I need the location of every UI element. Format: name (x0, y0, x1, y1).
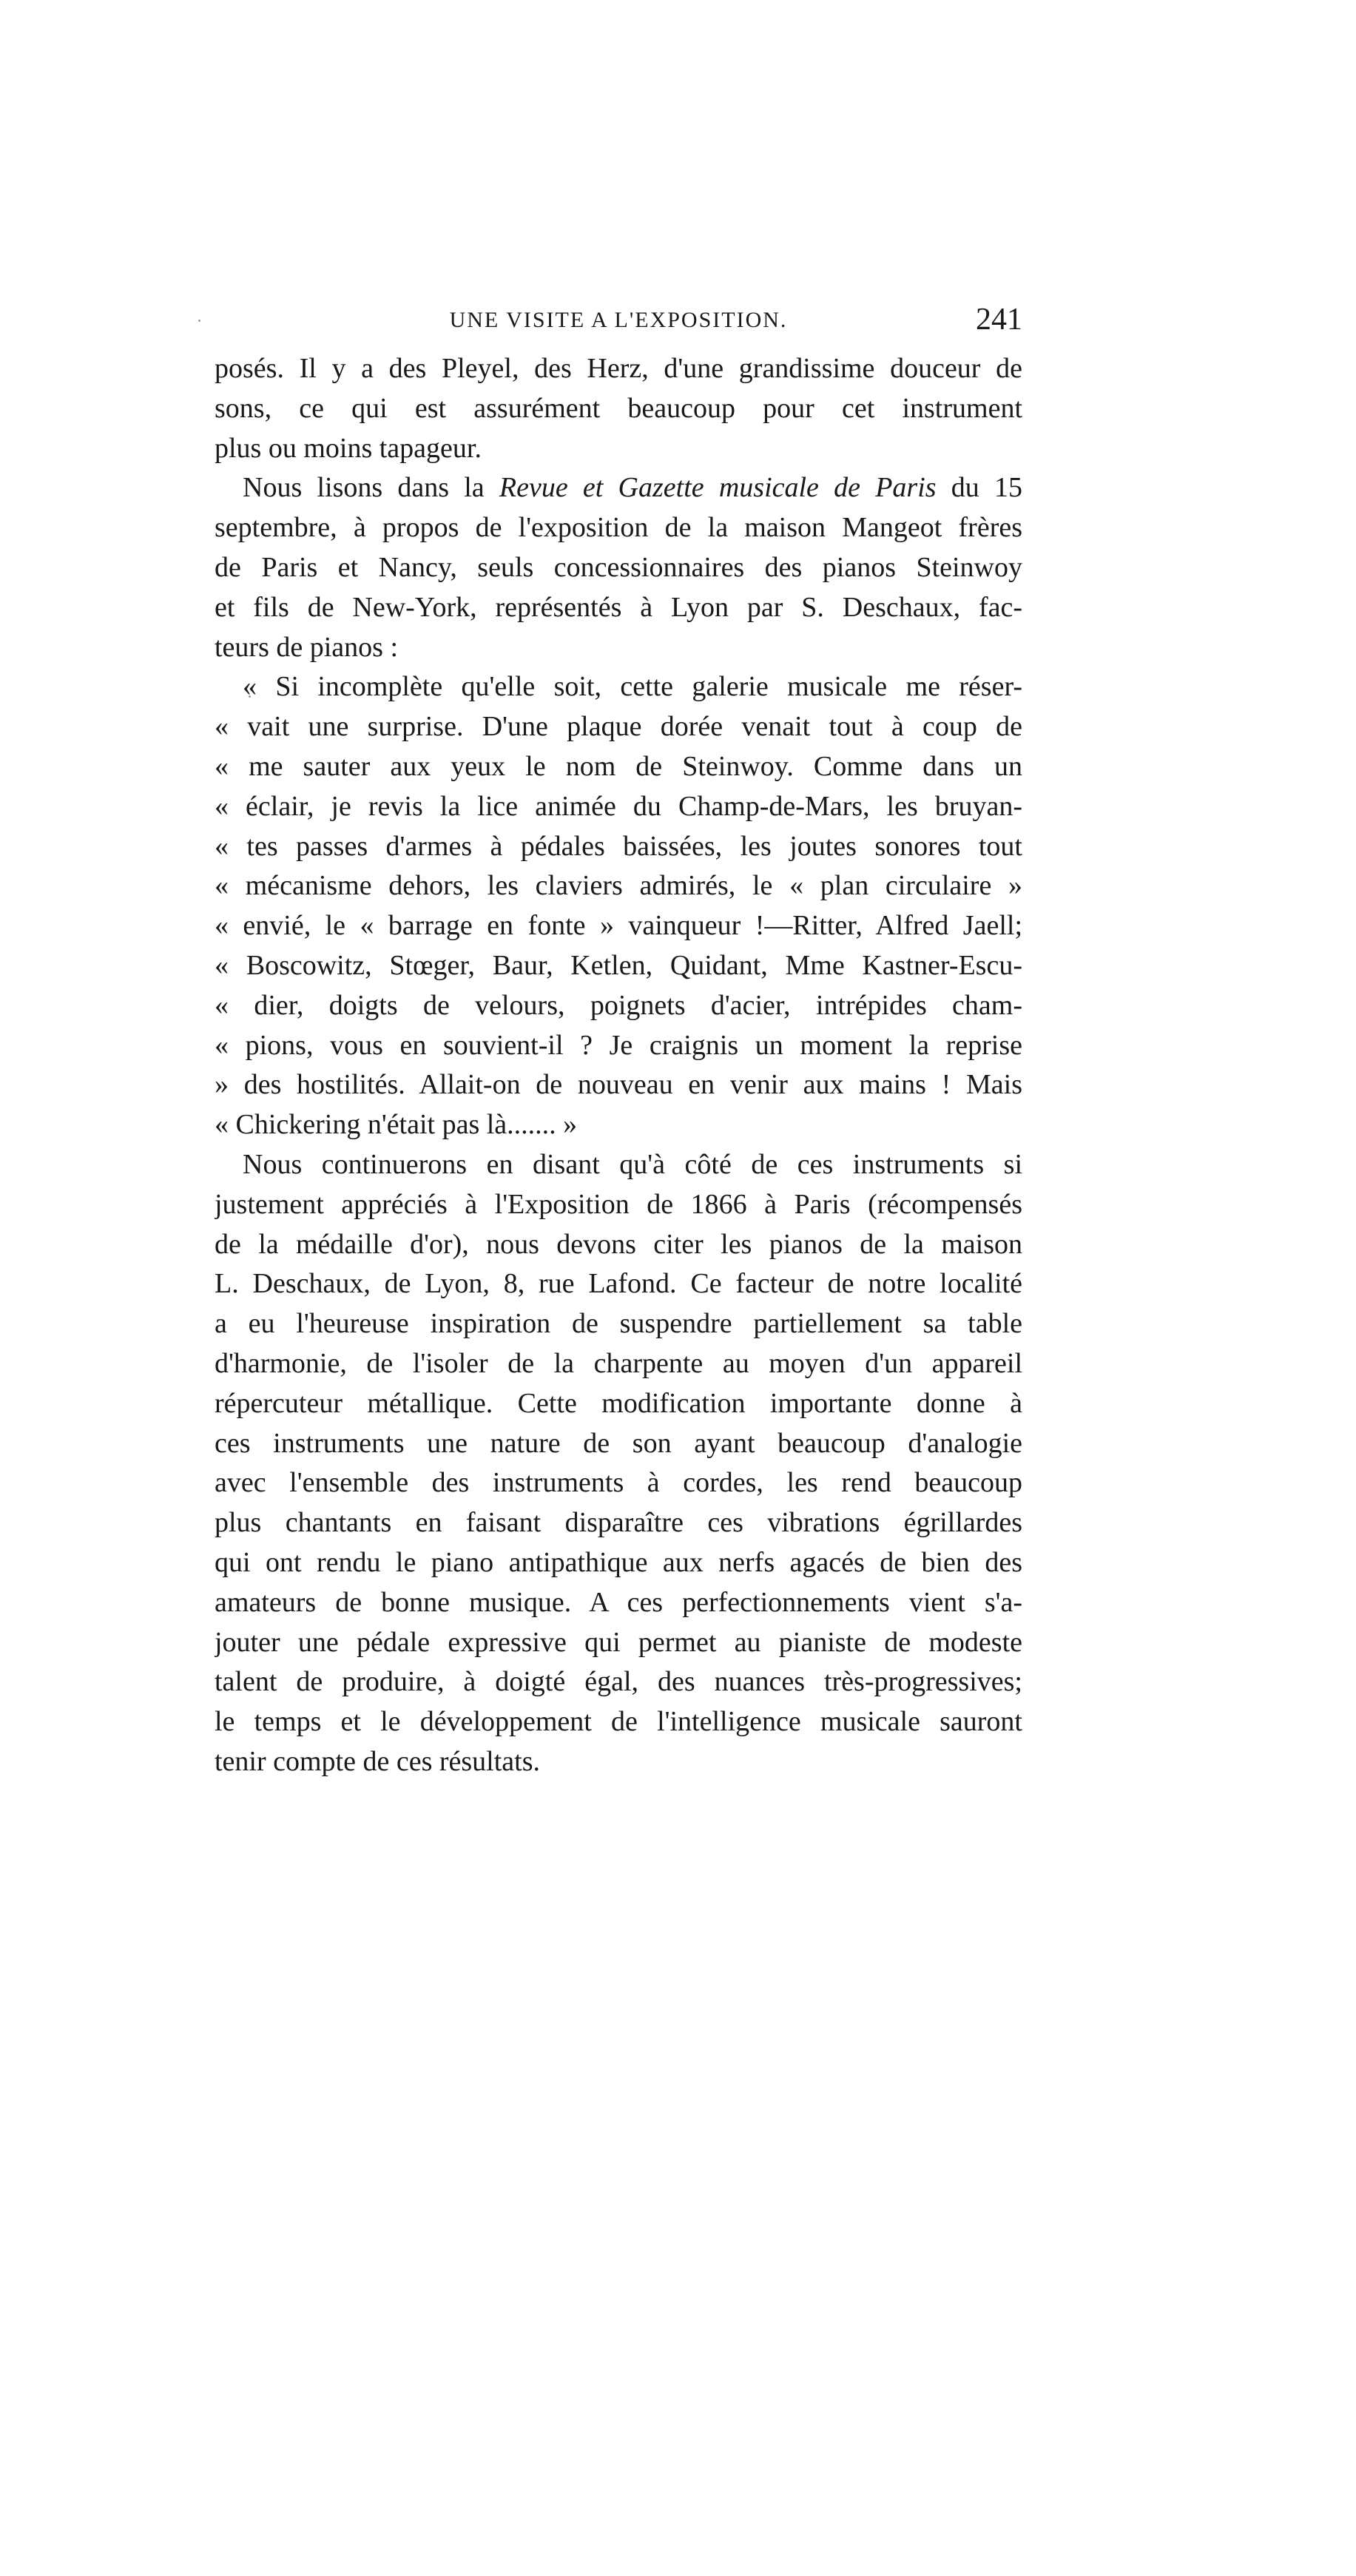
quote-line: « vait une surprise. D'une plaque dorée venait tout à coup de (215, 711, 1022, 743)
text-line: de la médaille d'or), nous devons citer les pianos de la maison (215, 1228, 1022, 1260)
text-line: et fils de New-York, représentés à Lyon par S. Deschaux, fac- (215, 591, 1022, 623)
quote-line: » des hostilités. Allait-on de nouveau en venir aux mains ! Mais (215, 1069, 1022, 1101)
page-number: 241 (976, 303, 1022, 337)
text-line: posés. Il y a des Pleyel, des Herz, d'une grandissime douceur de (215, 353, 1022, 384)
text-line: L. Deschaux, de Lyon, 8, rue Lafond. Ce facteur de notre localité (215, 1268, 1022, 1300)
ink-speck (198, 320, 200, 322)
text-line: plus ou moins tapageur. (215, 432, 482, 464)
running-title: UNE VISITE A L'EXPOSITION. (449, 308, 788, 332)
text-line: répercuteur métallique. Cette modification importante donne à (215, 1387, 1022, 1419)
periodical-title: Revue et Gazette musicale de Paris (499, 472, 937, 504)
quote-line: « Chickering n'était pas là....... » (215, 1109, 578, 1141)
text-line: Nous continuerons en disant qu'à côté de ces instruments si (243, 1148, 1022, 1180)
text-line: sons, ce qui est assurément beaucoup pour cet instrument (215, 392, 1022, 424)
text-fragment: Nous lisons dans la Revue et Gazette musicale de Paris du 15 (243, 472, 1022, 504)
text-line: justement appréciés à l'Exposition de 1866 à Paris (récompensés (215, 1188, 1022, 1220)
running-head (215, 302, 1022, 346)
quote-line: « dier, doigts de velours, poignets d'acier, intrépides cham- (215, 989, 1022, 1021)
quote-line: « éclair, je revis la lice animée du Champ-de-Mars, les bruyan- (215, 790, 1022, 822)
quote-line: « mécanisme dehors, les claviers admirés, le « plan circulaire » (215, 870, 1022, 902)
text-line: avec l'ensemble des instruments à cordes, les rend beaucoup (215, 1467, 1022, 1499)
text-line: plus chantants en faisant disparaître ces vibrations égrillardes (215, 1507, 1022, 1539)
quote-line: « me sauter aux yeux le nom de Steinwoy. Comme dans un (215, 750, 1022, 782)
text-line: a eu l'heureuse inspiration de suspendre partiellement sa table (215, 1308, 1022, 1340)
text-line: jouter une pédale expressive qui permet au pianiste de modeste (215, 1626, 1022, 1658)
text-line: le temps et le développement de l'intelligence musicale sauront (215, 1706, 1022, 1738)
quote-line: « tes passes d'armes à pédales baissées, les joutes sonores tout (215, 830, 1022, 862)
quote-line: « envié, le « barrage en fonte » vainqueur !—Ritter, Alfred Jaell; (215, 910, 1022, 942)
page-body (215, 349, 1022, 1782)
text-line: d'harmonie, de l'isoler de la charpente au moyen d'un appareil (215, 1347, 1022, 1379)
text-line: qui ont rendu le piano antipathique aux nerfs agacés de bien des (215, 1546, 1022, 1578)
text-line: teurs de pianos : (215, 631, 399, 663)
text-line: tenir compte de ces résultats. (215, 1745, 541, 1777)
quote-line: « pions, vous en souvient-il ? Je craignis un moment la reprise (215, 1029, 1022, 1061)
quote-line: « Boscowitz, Stœger, Baur, Ketlen, Quidant, Mme Kastner-Escu- (215, 949, 1022, 981)
quote-line: « Si incomplète qu'elle soit, cette galerie musicale me réser- (243, 671, 1022, 703)
text-line: septembre, à propos de l'exposition de la maison Mangeot frères (215, 512, 1022, 544)
text-line: ces instruments une nature de son ayant beaucoup d'analogie (215, 1427, 1022, 1459)
text-line: amateurs de bonne musique. A ces perfectionnements vient s'a- (215, 1586, 1022, 1618)
text-line: talent de produire, à doigté égal, des nuances très-progressives; (215, 1666, 1022, 1698)
text-line: de Paris et Nancy, seuls concessionnaires des pianos Steinwoy (215, 551, 1022, 583)
text-line (215, 468, 1022, 508)
